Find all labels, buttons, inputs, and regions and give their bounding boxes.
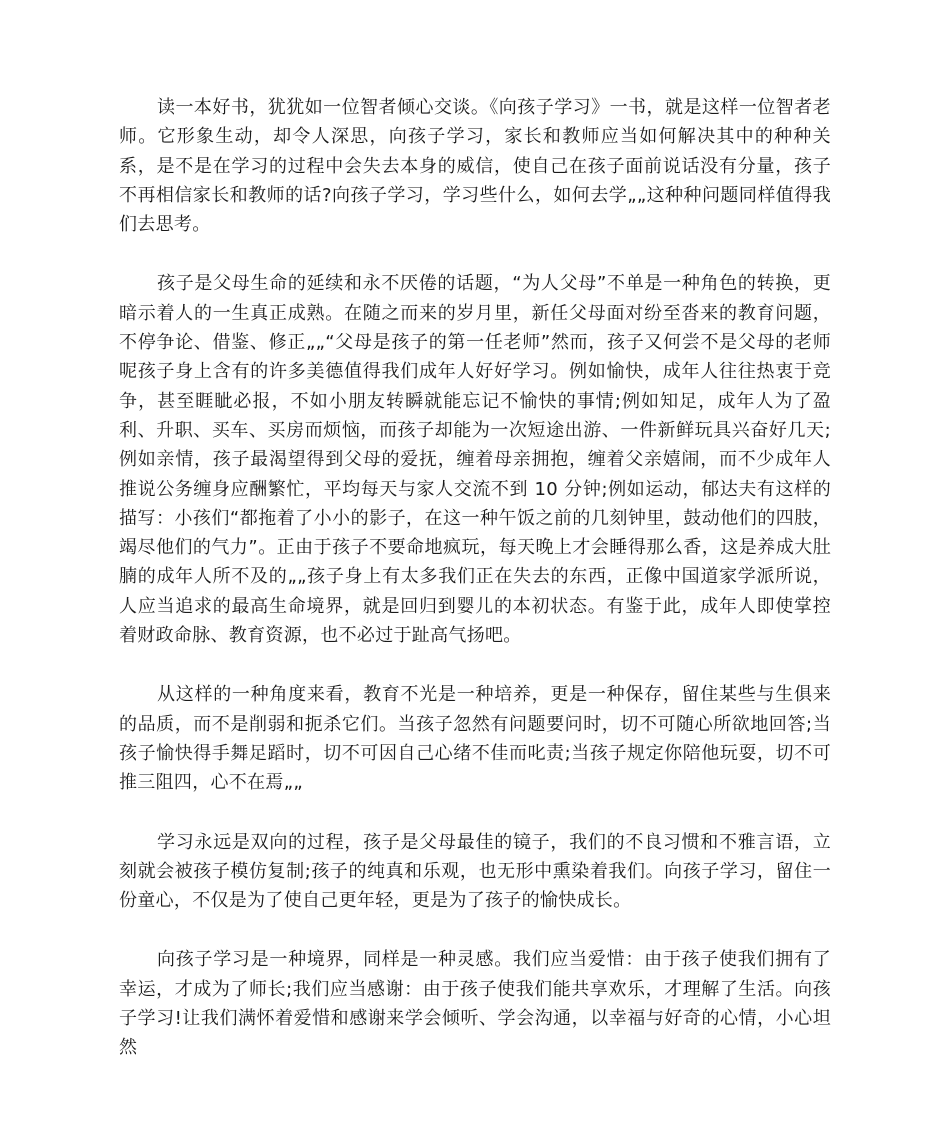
document-body	[119, 93, 831, 1093]
paragraph-1: 读一本好书，犹犹如一位智者倾心交谈。《向孩子学习》一书，就是这样一位智者老师。它形象生动，却令人深思，向孩子学习，家长和教师应当如何解决其中的种种关系，是不是在学习的过程中会失去本身的威信，使自己在孩子面前说话没有分量，孩子不再相信家长和教师的话?向孩子学习，学习些什么，如何去学„„这种种问题同样值得我们去思考。	[119, 97, 831, 236]
paragraph-5: 向孩子学习是一种境界，同样是一种灵感。我们应当爱惜：由于孩子使我们拥有了幸运，才成为了师长;我们应当感谢：由于孩子使我们能共享欢乐，才理解了生活。向孩子学习!让我们满怀着爱惜和感谢来学会倾听、学会沟通，以幸福与好奇的心情，小心坦然	[119, 949, 831, 1059]
paragraph-2: 孩子是父母生命的延续和永不厌倦的话题，“为人父母”不单是一种角色的转换，更暗示着人的一生真正成熟。在随之而来的岁月里，新任父母面对纷至沓来的教育问题，不停争论、借鉴、修正„„“父母是孩子的第一任老师”然而，孩子又何尝不是父母的老师呢孩子身上含有的许多美德值得我们成年人好好学习。例如愉快，成年人往往热衷于竞争，甚至睚眦必报，不如小朋友转瞬就能忘记不愉快的事情;例如知足，成年人为了盈利、升职、买车、买房而烦恼，而孩子却能为一次短途出游、一件新鲜玩具兴奋好几天;例如亲情，孩子最渴望得到父母的爱抚，缠着母亲拥抱，缠着父亲嬉闹，而不少成年人推说公务缠身应酬繁忙，平均每天与家人交流不到 10 分钟;例如运动，郁达夫有这样的描写：小孩们“都拖着了小小的影子，在这一种午饭之前的几刻钟里，鼓动他们的四肢，竭尽他们的气力”。正由于孩子不要命地疯玩，每天晚上才会睡得那么香，这是养成大肚腩的成年人所不及的„„孩子身上有太多我们正在失去的东西，正像中国道家学派所说，人应当追求的最高生命境界，就是回归到婴儿的本初状态。有鉴于此，成年人即使掌控着财政命脉、教育资源，也不必过于趾高气扬吧。	[119, 273, 831, 647]
paragraph-3: 从这样的一种角度来看，教育不光是一种培养，更是一种保存，留住某些与生俱来的品质，而不是削弱和扼杀它们。当孩子忽然有问题要问时，切不可随心所欲地回答;当孩子愉快得手舞足蹈时，切不可因自己心绪不佳而叱责;当孩子规定你陪他玩耍，切不可推三阻四，心不在焉„„	[119, 684, 831, 794]
paragraph-4: 学习永远是双向的过程，孩子是父母最佳的镜子，我们的不良习惯和不雅言语，立刻就会被孩子模仿复制;孩子的纯真和乐观，也无形中熏染着我们。向孩子学习，留住一份童心，不仅是为了使自己更年轻，更是为了孩子的愉快成长。	[119, 831, 831, 912]
